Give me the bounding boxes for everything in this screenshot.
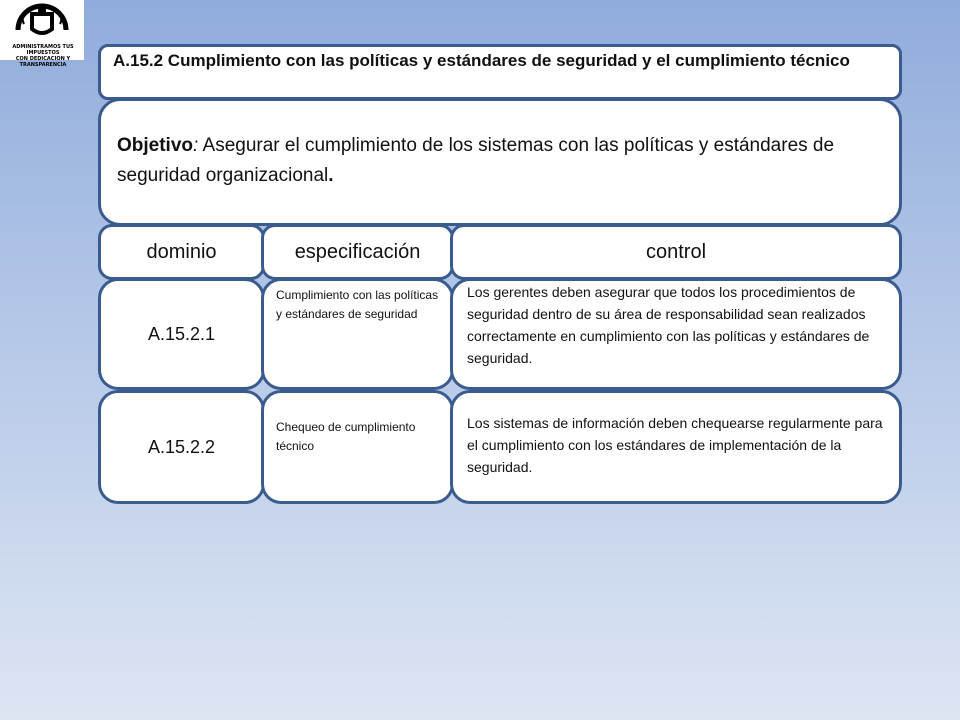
row-1-control: Los gerentes deben asegurar que todos los procedimientos de seguridad dentro de su área de responsabilidad sean realizados correctamente en cumplimiento con las políticas y estándares de seguridad. bbox=[450, 278, 902, 390]
objective-text: Asegurar el cumplimiento de los sistemas con las políticas y estándares de seguridad organizacional bbox=[117, 135, 835, 186]
row-2-control: Los sistemas de información deben chequearse regularmente para el cumplimiento con los estándares de implementación de la seguridad. bbox=[450, 390, 902, 504]
section-title: A.15.2 Cumplimiento con las políticas y estándares de seguridad y el cumplimiento técnico bbox=[98, 44, 902, 100]
header-dominio: dominio bbox=[98, 224, 265, 280]
objective-label: Objetivo bbox=[117, 135, 194, 156]
objective-box bbox=[98, 98, 902, 226]
row-2-dominio: A.15.2.2 bbox=[98, 390, 265, 504]
objective-end: . bbox=[328, 165, 334, 186]
row-1-especificacion: Cumplimiento con las políticas y estándares de seguridad bbox=[261, 278, 454, 390]
row-1-dominio: A.15.2.1 bbox=[98, 278, 265, 390]
header-especificacion: especificación bbox=[261, 224, 454, 280]
logo-line-2: CON DEDICACION Y TRANSPARENCIA bbox=[15, 56, 71, 68]
logo-line-1: ADMINISTRAMOS TUS IMPUESTOS bbox=[12, 44, 74, 56]
header-control: control bbox=[450, 224, 902, 280]
row-2-especificacion: Chequeo de cumplimiento técnico bbox=[261, 390, 454, 504]
coat-of-arms-icon bbox=[0, 0, 84, 46]
ministry-logo bbox=[0, 0, 84, 68]
objective-separator: : bbox=[193, 135, 199, 156]
